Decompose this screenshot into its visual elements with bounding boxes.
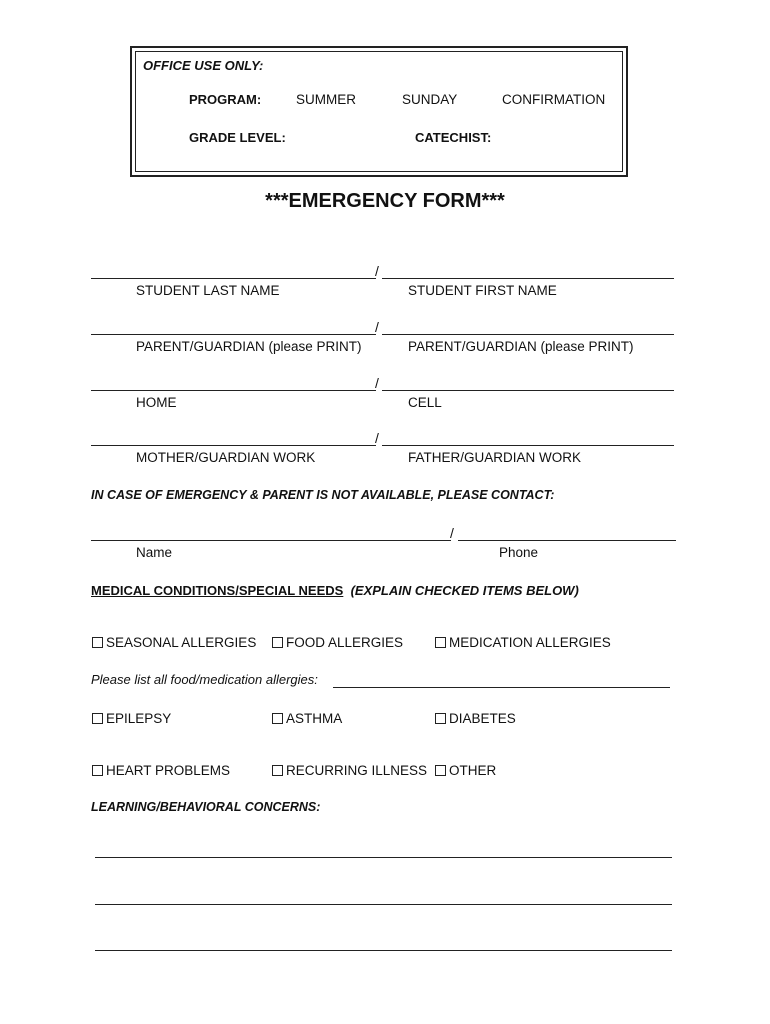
emergency-name-line[interactable] bbox=[91, 540, 451, 541]
parent-guardian-label-right: PARENT/GUARDIAN (please PRINT) bbox=[408, 339, 634, 354]
checkbox-asthma[interactable] bbox=[272, 711, 342, 726]
father-work-label: FATHER/GUARDIAN WORK bbox=[408, 450, 582, 465]
checkbox-label: MEDICATION ALLERGIES bbox=[449, 635, 611, 650]
parent-guardian-line-right[interactable] bbox=[382, 334, 674, 335]
checkbox-recurring-illness[interactable] bbox=[272, 763, 427, 778]
grade-level-label: GRADE LEVEL: bbox=[189, 130, 286, 145]
checkbox-label: RECURRING ILLNESS bbox=[286, 763, 428, 778]
emergency-phone-line[interactable] bbox=[458, 540, 676, 541]
mother-work-label: MOTHER/GUARDIAN WORK bbox=[136, 450, 316, 465]
emergency-notice: IN CASE OF EMERGENCY & PARENT IS NOT AVAILABLE, PLEASE CONTACT: bbox=[91, 488, 555, 502]
medical-section-heading bbox=[91, 583, 579, 598]
checkbox-diabetes[interactable] bbox=[435, 711, 516, 726]
checkbox-icon[interactable] bbox=[272, 713, 283, 724]
allergy-prompt: Please list all food/medication allergies: bbox=[91, 672, 318, 687]
parent-guardian-label-left: PARENT/GUARDIAN (please PRINT) bbox=[136, 339, 362, 354]
program-option-sunday[interactable]: SUNDAY bbox=[402, 92, 458, 107]
father-work-line[interactable] bbox=[382, 445, 674, 446]
learning-concerns-heading: LEARNING/BEHAVIORAL CONCERNS: bbox=[91, 800, 321, 814]
checkbox-icon[interactable] bbox=[92, 765, 103, 776]
checkbox-icon[interactable] bbox=[435, 765, 446, 776]
student-first-name-line[interactable] bbox=[382, 278, 674, 279]
allergy-list-line[interactable] bbox=[333, 687, 670, 688]
checkbox-epilepsy[interactable] bbox=[92, 711, 171, 726]
checkbox-food-allergies[interactable] bbox=[272, 635, 403, 650]
checkbox-label: OTHER bbox=[449, 763, 497, 778]
checkbox-label: EPILEPSY bbox=[106, 711, 172, 726]
home-phone-line[interactable] bbox=[91, 390, 376, 391]
student-last-name-label: STUDENT LAST NAME bbox=[136, 283, 280, 298]
checkbox-label: ASTHMA bbox=[286, 711, 343, 726]
checkbox-label: SEASONAL ALLERGIES bbox=[106, 635, 257, 650]
emergency-phone-label: Phone bbox=[499, 545, 539, 560]
checkbox-icon[interactable] bbox=[272, 765, 283, 776]
checkbox-other[interactable] bbox=[435, 763, 496, 778]
checkbox-label: FOOD ALLERGIES bbox=[286, 635, 404, 650]
cell-phone-line[interactable] bbox=[382, 390, 674, 391]
slash-separator: / bbox=[375, 375, 379, 391]
medical-note: (EXPLAIN CHECKED ITEMS BELOW) bbox=[350, 583, 579, 598]
checkbox-label: HEART PROBLEMS bbox=[106, 763, 231, 778]
student-first-name-label: STUDENT FIRST NAME bbox=[408, 283, 557, 298]
checkbox-seasonal-allergies[interactable] bbox=[92, 635, 256, 650]
checkbox-label: DIABETES bbox=[449, 711, 516, 726]
concerns-line[interactable] bbox=[95, 950, 672, 951]
concerns-line[interactable] bbox=[95, 857, 672, 858]
office-use-title: OFFICE USE ONLY: bbox=[143, 58, 264, 73]
program-option-confirmation[interactable]: CONFIRMATION bbox=[502, 92, 606, 107]
form-title: ***EMERGENCY FORM*** bbox=[265, 190, 505, 212]
slash-separator: / bbox=[375, 319, 379, 335]
emergency-name-label: Name bbox=[136, 545, 173, 560]
slash-separator: / bbox=[450, 525, 454, 541]
checkbox-icon[interactable] bbox=[435, 637, 446, 648]
checkbox-medication-allergies[interactable] bbox=[435, 635, 611, 650]
student-last-name-line[interactable] bbox=[91, 278, 376, 279]
parent-guardian-line-left[interactable] bbox=[91, 334, 376, 335]
mother-work-line[interactable] bbox=[91, 445, 376, 446]
checkbox-icon[interactable] bbox=[92, 713, 103, 724]
home-label: HOME bbox=[136, 395, 177, 410]
program-label: PROGRAM: bbox=[189, 92, 262, 107]
slash-separator: / bbox=[375, 263, 379, 279]
checkbox-heart-problems[interactable] bbox=[92, 763, 230, 778]
checkbox-icon[interactable] bbox=[435, 713, 446, 724]
concerns-line[interactable] bbox=[95, 904, 672, 905]
medical-heading-text: MEDICAL CONDITIONS/SPECIAL NEEDS bbox=[91, 583, 344, 598]
checkbox-icon[interactable] bbox=[272, 637, 283, 648]
cell-label: CELL bbox=[408, 395, 442, 410]
checkbox-icon[interactable] bbox=[92, 637, 103, 648]
program-option-summer[interactable]: SUMMER bbox=[296, 92, 356, 107]
slash-separator: / bbox=[375, 430, 379, 446]
catechist-label: CATECHIST: bbox=[415, 130, 492, 145]
